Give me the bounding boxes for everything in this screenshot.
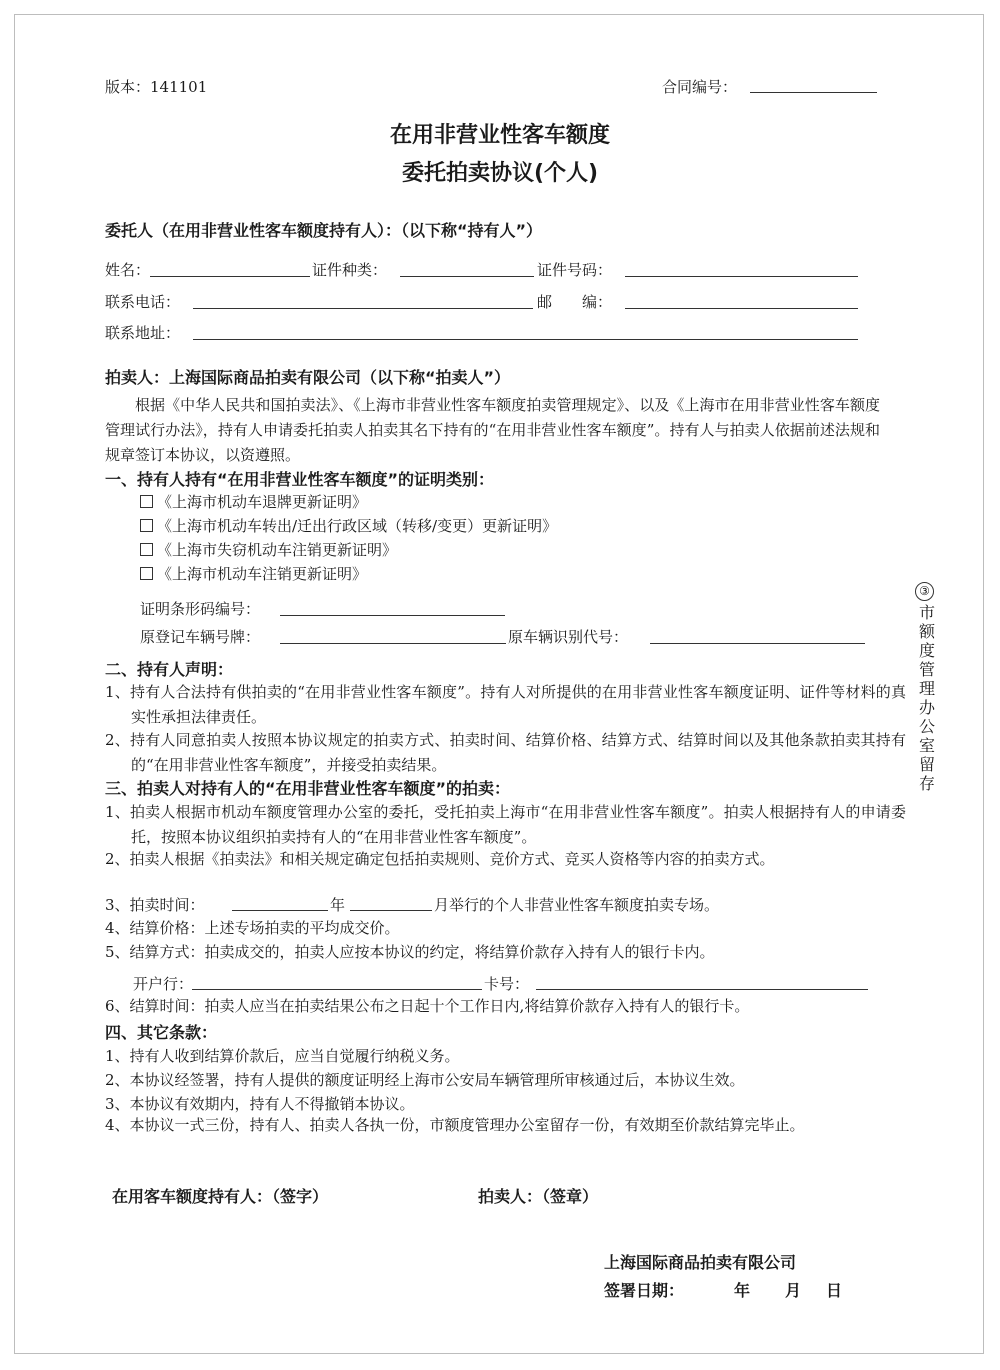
id-type-field[interactable] xyxy=(400,276,534,277)
checkbox-icon[interactable] xyxy=(140,495,153,508)
copy-number-badge: ③ xyxy=(915,582,934,601)
version-label: 版本：141101 xyxy=(105,78,208,96)
name-label: 姓名： xyxy=(105,261,151,279)
section4-item-4: 4、本协议一式三份，持有人、拍卖人各执一份，市额度管理办公室留存一份，有效期至价款结算完毕止。 xyxy=(105,1116,805,1134)
consignor-heading: 委托人（在用非营业性客车额度持有人）：（以下称“持有人”） xyxy=(105,221,543,240)
postcode-field[interactable] xyxy=(625,308,858,309)
id-number-field[interactable] xyxy=(625,276,858,277)
card-number-field[interactable] xyxy=(536,989,868,990)
plate-number-label: 原登记车辆号牌： xyxy=(140,628,261,646)
phone-label: 联系电话： xyxy=(105,293,181,311)
intro-paragraph: 根据《中华人民共和国拍卖法》、《上海市非营业性客车额度拍卖管理规定》、以及《上海市在用非营业性客车额度管理试行办法》，持有人申请委托拍卖人拍卖其名下持有的“在用非营业性客车额度”。持有人与拍卖人依据前述法规和规章签订本协议，以资遵照。 xyxy=(105,396,880,464)
certificate-option-3[interactable]: 《上海市失窃机动车注销更新证明》 xyxy=(140,539,397,560)
certificate-option-2[interactable]: 《上海市机动车转出/迁出行政区域（转移/变更）更新证明》 xyxy=(140,515,557,536)
section3-item-6: 6、结算时间：拍卖人应当在拍卖结果公布之日起十个工作日内,将结算价款存入持有人的银行卡。 xyxy=(105,997,750,1015)
auctioneer-seal-label: 拍卖人：（签章） xyxy=(478,1187,599,1206)
side-copy-text: 市 额 度 管 理 办 公 室 留 存 xyxy=(918,603,935,793)
auction-month-field[interactable] xyxy=(350,910,432,911)
auction-time-prefix: 3、拍卖时间： xyxy=(105,896,205,914)
card-number-label: 卡号： xyxy=(484,975,530,993)
side-copy-note xyxy=(915,582,939,793)
section3-item-4: 4、结算价格：上述专场拍卖的平均成交价。 xyxy=(105,919,400,937)
checkbox-icon[interactable] xyxy=(140,543,153,556)
id-number-label: 证件号码： xyxy=(537,261,613,279)
section2-heading: 二、持有人声明： xyxy=(105,660,234,679)
postcode-label: 邮 编： xyxy=(537,293,613,311)
plate-number-field[interactable] xyxy=(280,643,506,644)
checkbox-icon[interactable] xyxy=(140,519,153,532)
contract-number-label: 合同编号： xyxy=(662,78,738,96)
auctioneer-heading: 拍卖人：上海国际商品拍卖有限公司（以下称“拍卖人”） xyxy=(105,368,511,387)
holder-signature-label: 在用客车额度持有人：（签字） xyxy=(112,1187,329,1206)
company-name: 上海国际商品拍卖有限公司 xyxy=(604,1253,797,1272)
address-field[interactable] xyxy=(193,339,858,340)
sign-date-year: 年 xyxy=(734,1281,751,1300)
document-title-line2: 委托拍卖协议(个人) xyxy=(401,161,599,186)
section3-item-5: 5、结算方式：拍卖成交的，拍卖人应按本协议的约定，将结算价款存入持有人的银行卡内。 xyxy=(105,943,715,961)
name-field[interactable] xyxy=(150,276,310,277)
vin-field[interactable] xyxy=(650,643,865,644)
section3-item-2: 2、拍卖人根据《拍卖法》和相关规定确定包括拍卖规则、竞价方式、竞买人资格等内容的拍卖方式。 xyxy=(105,850,775,868)
section2-item-2: 2、持有人同意拍卖人按照本协议规定的拍卖方式、拍卖时间、结算价格、结算方式、结算时间以及其他条款拍卖其持有的“在用非营业性客车额度”，并接受拍卖结果。 xyxy=(105,731,906,774)
auction-year-label: 年 xyxy=(330,896,346,914)
section4-item-3: 3、本协议有效期内，持有人不得撤销本协议。 xyxy=(105,1095,415,1113)
contract-number-field[interactable] xyxy=(750,92,877,93)
address-label: 联系地址： xyxy=(105,324,181,342)
checkbox-icon[interactable] xyxy=(140,567,153,580)
document-title-line1: 在用非营业性客车额度 xyxy=(389,123,610,148)
auction-year-field[interactable] xyxy=(232,910,328,911)
section4-item-1: 1、持有人收到结算价款后，应当自觉履行纳税义务。 xyxy=(105,1047,460,1065)
phone-field[interactable] xyxy=(193,308,533,309)
section1-heading: 一、持有人持有“在用非营业性客车额度”的证明类别： xyxy=(105,470,495,489)
section3-heading: 三、拍卖人对持有人的“在用非营业性客车额度”的拍卖： xyxy=(105,779,511,798)
bank-field[interactable] xyxy=(192,989,482,990)
auction-time-suffix: 月举行的个人非营业性客车额度拍卖专场。 xyxy=(434,896,720,914)
sign-date-label: 签署日期： xyxy=(604,1281,685,1300)
certificate-option-1[interactable]: 《上海市机动车退牌更新证明》 xyxy=(140,491,367,512)
sign-date-day: 日 xyxy=(826,1281,843,1300)
barcode-field[interactable] xyxy=(280,615,505,616)
bank-label: 开户行： xyxy=(133,975,194,993)
section2-item-1: 1、持有人合法持有供拍卖的“在用非营业性客车额度”。持有人对所提供的在用非营业性客车额度证明、证件等材料的真实性承担法律责任。 xyxy=(105,683,906,726)
section4-item-2: 2、本协议经签署，持有人提供的额度证明经上海市公安局车辆管理所审核通过后，本协议生效。 xyxy=(105,1071,745,1089)
sign-date-month: 月 xyxy=(785,1281,802,1300)
id-type-label: 证件种类： xyxy=(312,261,388,279)
barcode-label: 证明条形码编号： xyxy=(140,600,261,618)
section4-heading: 四、其它条款： xyxy=(105,1023,218,1042)
vin-label: 原车辆识别代号： xyxy=(508,628,629,646)
section3-item-1: 1、拍卖人根据市机动车额度管理办公室的委托，受托拍卖上海市“在用非营业性客车额度”。拍卖人根据持有人的申请委托，按照本协议组织拍卖持有人的“在用非营业性客车额度”。 xyxy=(105,803,906,846)
certificate-option-4[interactable]: 《上海市机动车注销更新证明》 xyxy=(140,563,367,584)
